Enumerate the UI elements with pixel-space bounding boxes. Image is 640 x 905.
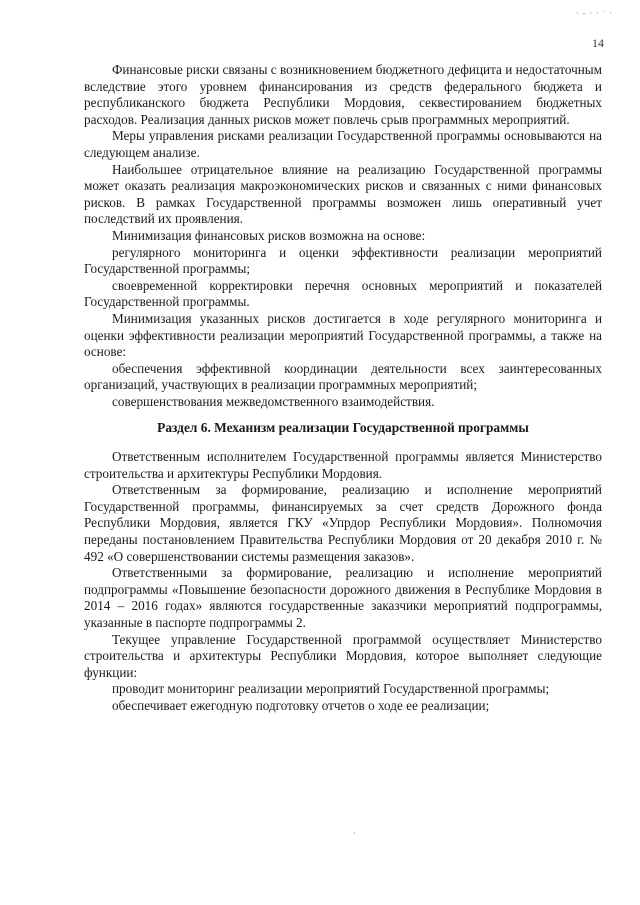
list-item-coordination: обеспечения эффективной координации деятельности всех заинтересованных организаций, участвующих в реализации программных мероприятий; [84,360,602,393]
page-number: 14 [592,36,604,50]
paragraph-subprogram-responsible: Ответственными за формирование, реализацию и исполнение мероприятий подпрограммы «Повышение безопасности дорожного движения в Республике Мордовия в 2014 – 2016 годах» являются государственные заказчики мероприятий подпрограммы, указанные в паспорте подпрограммы 2. [84,565,602,630]
paragraph-risk-measures: Меры управления рисками реализации Государственной программы основываются на следующем анализе. [84,128,602,160]
document-body [84,62,602,715]
paragraph-minimization-basis: Минимизация финансовых рисков возможна на основе: [112,227,426,243]
paragraph-negative-impact: Наибольшее отрицательное влияние на реализацию Государственной программы может оказать реализация макроэкономических рисков и связанных с ними финансовых рисков. В рамках Государственной программы возможен лишь оперативный учет последствий их проявления. [84,161,602,227]
paragraph-minimization-achieved: Минимизация указанных рисков достигается в ходе регулярного мониторинга и оценки эффективности реализации мероприятий Государственной программы, а также на основе: [84,310,602,360]
list-item-conducts-monitoring: проводит мониторинг реализации мероприятий Государственной программы; [112,681,550,697]
paragraph-financial-risks: Финансовые риски связаны с возникновением бюджетного дефицита и недостаточным вследствие этого уровнем финансирования из средств федерального бюджета и республиканского бюджета Республики Мордовия, секвестированием бюджетных расходов. Реализация данных рисков может повлечь срыв программных мероприятий. [84,62,602,127]
paragraph-responsible-executor: Ответственным исполнителем Государственной программы является Министерство строительства и архитектуры Республики Мордовия. [84,449,602,481]
list-item-monitoring: регулярного мониторинга и оценки эффективности реализации мероприятий Государственной программы; [84,244,602,277]
list-item-annual-reports: обеспечивает ежегодную подготовку отчетов о ходе ее реализации; [112,697,490,713]
paragraph-current-management: Текущее управление Государственной программой осуществляет Министерство строительства и архитектуры Республики Мордовия, которое выполняет следующие функции: [84,631,602,680]
paragraph-road-fund: Ответственным за формирование, реализацию и исполнение мероприятий Государственной программы, финансируемых за счет средств Дорожного фонда Республики Мордовия, является ГКУ «Упрдор Республики Мордовия». Полномочия переданы постановлением Правительства Республики Мордовия от 20 декабря 2010 г. № 492 «О совершенствовании системы размещения заказов». [84,482,602,564]
section-heading: Раздел 6. Механизм реализации Государственной программы [157,420,529,436]
scan-artifact: · - · · ˙ · [576,9,613,18]
scan-artifact-bottom: · [353,829,356,838]
list-item-interaction: совершенствования межведомственного взаимодействия. [112,393,435,409]
list-item-correction: своевременной корректировки перечня основных мероприятий и показателей Государственной программы. [84,277,602,310]
